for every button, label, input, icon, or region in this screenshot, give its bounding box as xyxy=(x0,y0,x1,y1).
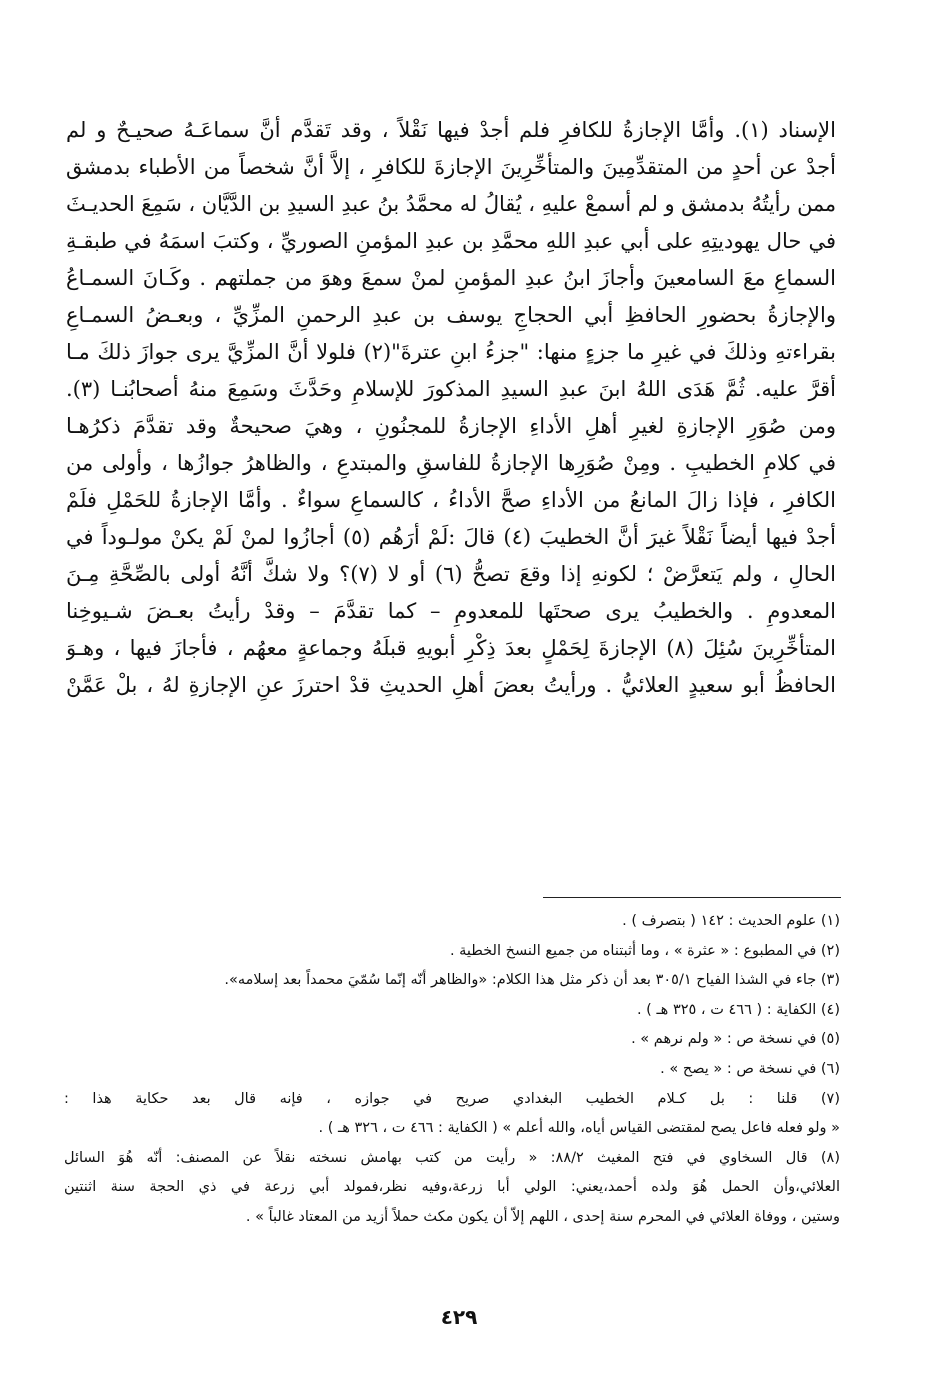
text-line: أقرَّ عليه. ثُمَّ هَدَى اللهُ ابنَ عبدِ السيدِ المذكورَ للإسلامِ وحَدَّثَ وسَمِعَ منهُ أصحابُنـا (٣). xyxy=(66,377,836,401)
text-line: الإسناد (١). وأمَّا الإجازةُ للكافرِ فلم أجدْ فيها نَقْلاً ، وقد تَقدَّم أنَّ سماعَـهُ صحيـحٌ و لم xyxy=(66,118,836,142)
text-line: المتأخِّرِينَ سُئِلَ (٨) الإجازةَ لِحَمْلٍ بعدَ ذِكْرِ أبويهِ قبلَهُ وجماعةٍ معهُم ، فأجازَ فيها ، وهـوَ xyxy=(66,636,836,660)
footnote-line: « ولو فعله فاعل يصح لمقتضى القياس أياه، والله أعلم » ( الكفاية : ٤٦٦ ت ، ٣٢٦ هـ ) . xyxy=(318,1120,840,1137)
text-line: بقراءتهِ وذلكَ في غيرِ ما جزءٍ منها: "جزءُ ابنِ عترةَ"(٢) فلولا أنَّ المزِّيَّ يرى جوازَ ذلكَ مـا xyxy=(66,340,836,364)
footnote-line: وستين ، ووفاة العلائي في المحرم سنة إحدى ، اللهم إلاّ أن يكون مكث حملاً أزيد من المعتاد غالباً » . xyxy=(245,1208,840,1225)
footnote-line: (٣) جاء في الشذا الفياح ٣٠٥/١ بعد أن ذكر مثل هذا الكلام: «والظاهر أنّه إنّما سُمّيَ محمداً بعد إسلامه». xyxy=(224,972,840,989)
text-line: الكافرِ ، فإذا زالَ المانعُ من الأداءِ صحَّ الأداءُ ، كالسماعِ سواءٌ . وأمَّا الإجازةُ للحَمْلِ فلَمْ xyxy=(66,488,836,512)
text-line: الحالِ ، ولم يَتعرَّضْ ؛ لكونهِ إذا وقعَ تصحُّ (٦) أو لا (٧)؟ ولا شكَّ أنَّهُ أولى بالصِّحَّةِ مِـنَ xyxy=(66,562,836,586)
text-line: المعدومِ . والخطيبُ يرى صحتَها للمعدومِ – كما تقدَّمَ – وقدْ رأيتُ بعـضَ شـيوخِنا xyxy=(66,599,836,623)
footnote-line: (٥) في نسخة ص : « ولم نرهم » . xyxy=(631,1031,840,1048)
text-line: ممن رأيتُهُ بدمشق و لم أسمعْ عليهِ ، يُقالُ له محمَّدُ بنُ عبدِ السيدِ بن الدَّيَّان ، سَمِعَ الحديـثَ xyxy=(66,192,836,216)
footnotes xyxy=(64,907,840,1233)
footnote-line: (٦) في نسخة ص : « يصح » . xyxy=(660,1060,840,1077)
text-line: ومن صُوَرِ الإجازةِ لغيرِ أهلِ الأداءِ الإجازةُ للمجنُونِ ، وهيَ صحيحةٌ وقد تقدَّمَ ذكرُهـا xyxy=(66,414,836,438)
text-line: في كلامِ الخطيبِ . ومِنْ صُوَرِها الإجازةُ للفاسقِ والمبتدعِ ، والظاهرُ جوازُها ، وأولى من xyxy=(66,451,836,475)
main-text xyxy=(66,112,836,704)
text-line: أجدْ عن أحدٍ من المتقدِّمِينَ والمتأخِّرِينَ الإجازةَ للكافرِ ، إلاَّ أنَّ شخصاً من الأطباء بدمشق xyxy=(66,155,836,179)
text-line: السماعِ معَ السامعينَ وأجازَ ابنُ عبدِ المؤمنِ لمنْ سمعَ وهوَ من جملتهم . وكَـانَ السمـاعُ xyxy=(66,266,836,290)
footnote-line: (٢) في المطبوع : « عثرة » ، وما أثبتناه من جميع النسخ الخطية . xyxy=(449,942,840,959)
text-line: أجدْ فيها أيضاً نَقْلاً غيرَ أنَّ الخطيبَ (٤) قالَ :لَمْ أرَهُم (٥) أجازُوا لمنْ لَمْ يكنْ مولـوداً في xyxy=(66,525,836,549)
page-number: ٤٢٩ xyxy=(440,1305,478,1329)
text-line: والإجازةُ بحضورِ الحافظِ أبي الحجاجِ يوسف بن عبدِ الرحمنِ المزِّيِّ ، وبعـضُ السمـاعِ xyxy=(66,303,836,327)
footnote-line: العلائي،وأن الحمل هُوَ ولده أحمد،يعني: الولي أبا زرعة،وفيه نظر،فمولد أبي زرعة في ذي الحجة سنة اثنتين xyxy=(64,1179,840,1196)
text-line: الحافظُ أبو سعيدٍ العلائيُّ . ورأيتُ بعضَ أهلِ الحديثِ قدْ احترزَ عنِ الإجازةِ لهُ ، بلْ عَمَّنْ xyxy=(66,673,836,697)
footnote-separator xyxy=(543,897,841,898)
text-line: في حال يهوديتِهِ على أبي عبدِ اللهِ محمَّدِ بن عبدِ المؤمنِ الصوريِّ ، وكتبَ اسمَهُ في طبقـةِ xyxy=(66,229,836,253)
footnote-line: (٨) قال السخاوي في فتح المغيث ٨٨/٢: « رأيت من كتب بهامش نسخته نقلاً عن المصنف: أنّه هُوَ السائل xyxy=(64,1149,840,1166)
footnote-line: (٧) قلنا : بل كـلام الخطيب البغدادي صريح في جوازه ، فإنه قال بعد حكاية هذا : xyxy=(64,1090,840,1107)
footnote-line: (١) علوم الحديث : ١٤٢ ( بتصرف ) . xyxy=(622,913,840,929)
footnote-line: (٤) الكفاية : ( ٤٦٦ ت ، ٣٢٥ هـ ) . xyxy=(636,1001,840,1018)
